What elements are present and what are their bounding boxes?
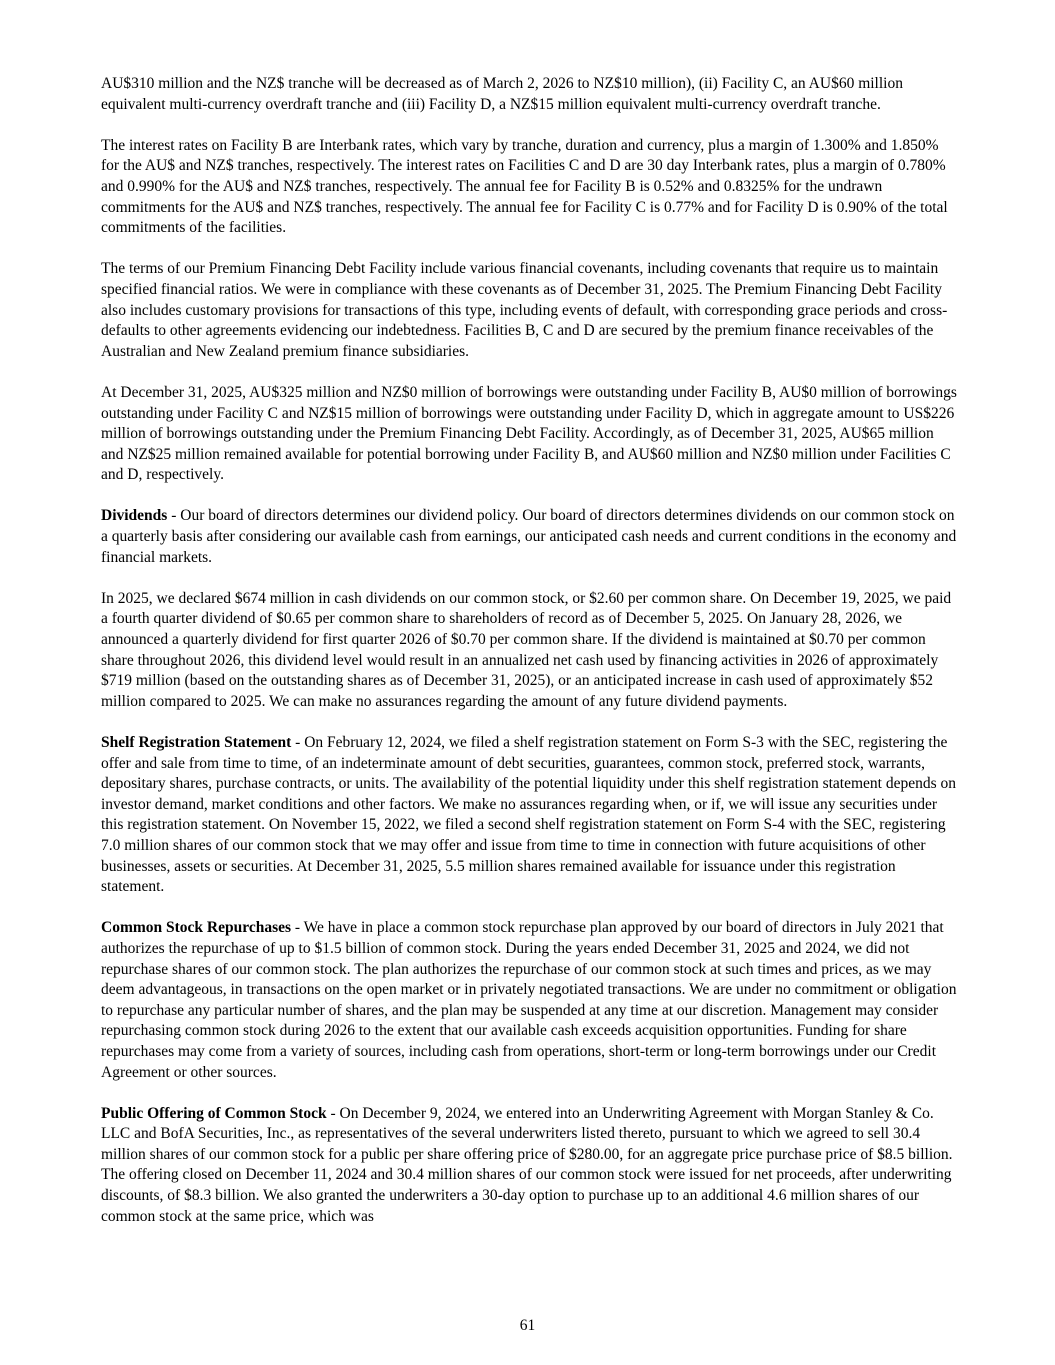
paragraph-text: The interest rates on Facility B are Interbank rates, which vary by tranche, duration and currency, plus a margin of 1.300% and 1.850% for the AU$ and NZ$ tranches, respectively. The interest rates on Facilities C and D are 30 day Interbank rates, plus a margin of 0.780% and 0.990% for the AU$ and NZ$ tranches, respectively. The annual fee for Facility B is 0.52% and 0.8325% for the undrawn commitments for the AU$ and NZ$ tranches, respectively. The annual fee for Facility C is 0.77% and for Facility D is 0.90% of the total commitments of the facilities. [101, 136, 948, 237]
paragraph-borrowings-outstanding [101, 383, 957, 486]
paragraph-covenants [101, 259, 957, 362]
paragraph-text: In 2025, we declared $674 million in cash dividends on our common stock, or $2.60 per common share. On December 19, 2025, we paid a fourth quarter dividend of $0.65 per common share to shareholders of record as of December 5, 2025. On January 28, 2026, we announced a quarterly dividend for first quarter 2026 of $0.70 per common share. If the dividend is maintained at $0.70 per common share throughout 2026, this dividend level would result in an annualized net cash used by financing activities in 2026 of approximately $719 million (based on the outstanding shares as of December 31, 2025), or an anticipated increase in cash used of approximately $52 million compared to 2025. We can make no assurances regarding the amount of any future dividend payments. [101, 589, 952, 710]
paragraph-text: AU$310 million and the NZ$ tranche will be decreased as of March 2, 2026 to NZ$10 million), (ii) Facility C, an AU$60 million equivalent multi-currency overdraft tranche and (iii) Facility D, a NZ$15 million equivalent multi-currency overdraft tranche. [101, 75, 903, 113]
document-body [101, 74, 957, 1248]
paragraph-public-offering [101, 1104, 957, 1228]
paragraph-facility-tranches [101, 74, 957, 115]
paragraph-interest-rates [101, 136, 957, 239]
paragraph-text: At December 31, 2025, AU$325 million and NZ$0 million of borrowings were outstanding under Facility B, AU$0 million of borrowings outstanding under Facility C and NZ$15 million of borrowings were outstanding under Facility D, which in aggregate amount to US$226 million of borrowings outstanding under the Premium Financing Debt Facility. Accordingly, as of December 31, 2025, AU$65 million and NZ$25 million remained available for potential borrowing under Facility B, and AU$60 million and NZ$0 million under Facilities C and D, respectively. [101, 383, 957, 484]
paragraph-text: The terms of our Premium Financing Debt Facility include various financial covenants, including covenants that require us to maintain specified financial ratios. We were in compliance with these covenants as of December 31, 2025. The Premium Financing Debt Facility also includes customary provisions for transactions of this type, including events of default, with corresponding grace periods and cross-defaults to other agreements evidencing our indebtedness. Facilities B, C and D are secured by the premium finance receivables of the Australian and New Zealand premium finance subsidiaries. [101, 260, 948, 360]
section-heading-dividends: Dividends [101, 507, 168, 525]
paragraph-dividends [101, 506, 957, 568]
paragraph-text: - Our board of directors determines our dividend policy. Our board of directors determines dividends on our common stock on a quarterly basis after considering our available cash from earnings, our anticipated cash needs and current conditions in the economy and financial markets. [101, 507, 957, 566]
paragraph-text: - We have in place a common stock repurchase plan approved by our board of directors in July 2021 that authorizes the repurchase of up to $1.5 billion of common stock. During the years ended December 31, 2025 and 2024, we did not repurchase shares of our common stock. The plan authorizes the repurchase of our common stock at such times and prices, as we may deem advantageous, in transactions on the open market or in privately negotiated transactions. We are under no commitment or obligation to repurchase any particular number of shares, and the plan may be suspended at any time at our discretion. Management may consider repurchasing common stock during 2026 to the extent that our available cash exceeds acquisition opportunities. Funding for share repurchases may come from a variety of sources, including cash from operations, short-term or long-term borrowings under our Credit Agreement or other sources. [101, 919, 957, 1081]
section-heading-public-offering: Public Offering of Common Stock [101, 1104, 327, 1122]
section-heading-stock-repurchases: Common Stock Repurchases [101, 919, 292, 937]
page-number: 61 [519, 1317, 536, 1334]
paragraph-dividends-2025 [101, 589, 957, 713]
paragraph-text: - On December 9, 2024, we entered into an Underwriting Agreement with Morgan Stanley & Co. LLC and BofA Securities, Inc., as representatives of the several underwriters listed thereto, pursuant to which we agreed to sell 30.4 million shares of our common stock for a public per share offering price of $280.00, for an aggregate price purchase price of $8.5 billion. The offering closed on December 11, 2024 and 30.4 million shares of our common stock were issued for net proceeds, after underwriting discounts, of $8.3 billion. We also granted the underwriters a 30-day option to purchase up to an additional 4.6 million shares of our common stock at the same price, which was [101, 1104, 953, 1225]
paragraph-stock-repurchases [101, 918, 957, 1083]
paragraph-shelf-registration [101, 733, 957, 898]
paragraph-text: - On February 12, 2024, we filed a shelf registration statement on Form S-3 with the SEC, registering the offer and sale from time to time, of an indeterminate amount of debt securities, guarantees, common stock, preferred stock, warrants, depositary shares, purchase contracts, or units. The availability of the potential liquidity under this shelf registration statement depends on investor demand, market conditions and other factors. We make no assurances regarding when, or if, we will issue any securities under this registration statement. On November 15, 2022, we filed a second shelf registration statement on Form S-4 with the SEC, registering 7.0 million shares of our common stock that we may offer and issue from time to time in connection with future acquisitions of other businesses, assets or securities. At December 31, 2025, 5.5 million shares remained available for issuance under this registration statement. [101, 734, 957, 896]
section-heading-shelf-registration: Shelf Registration Statement [101, 734, 292, 751]
